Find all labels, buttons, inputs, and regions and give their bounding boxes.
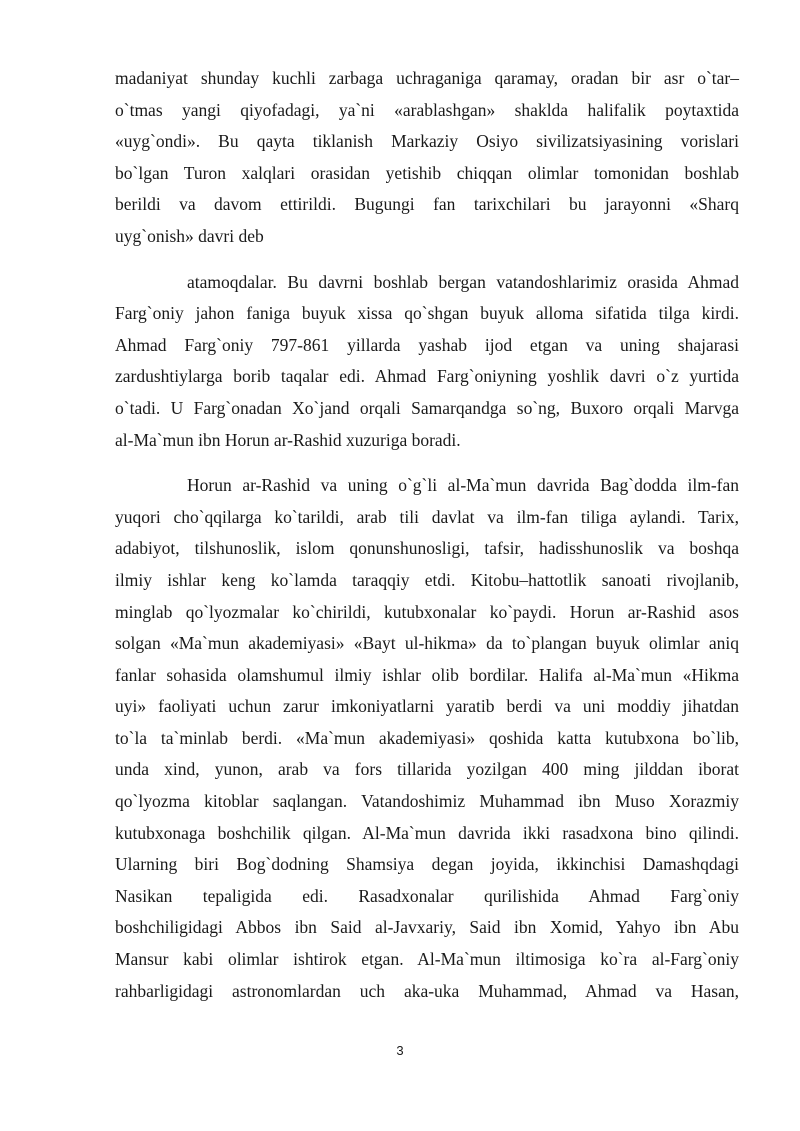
paragraph-gap: [115, 253, 739, 267]
text-line: unda xind, yunon, arab va fors tillarida yozilgan 400 ming jilddan iborat: [115, 759, 739, 780]
text-line: yuqori cho`qqilarga ko`tarildi, arab tili davlat va ilm-fan tiliga aylandi. Tarix,: [115, 506, 739, 527]
text-line: Farg`oniy jahon faniga buyuk xissa qo`shgan buyuk alloma sifatida tilga kirdi.: [115, 303, 739, 324]
text-line: kutubxonaga boshchilik qilgan. Al-Ma`mun davrida ikki rasadxona bino qilindi.: [115, 822, 739, 843]
paragraph-2: [115, 267, 739, 457]
text-line: rahbarligidagi astronomlardan uch aka-uka Muhammad, Ahmad va Hasan,: [115, 980, 739, 1001]
text-line: fanlar sohasida olamshumul ilmiy ishlar olib bordilar. Halifa al-Ma`mun «Hikma: [115, 664, 739, 685]
text-line: qo`lyozma kitoblar saqlangan. Vatandoshimiz Muhammad ibn Muso Xorazmiy: [115, 791, 739, 812]
text-line: madaniyat shunday kuchli zarbaga uchraganiga qaramay, oradan bir asr o`tar–: [115, 68, 739, 88]
text-line: ilmiy ishlar keng ko`lamda taraqqiy etdi. Kitobu–hattotlik sanoati rivojlanib,: [115, 569, 739, 590]
paragraph-gap: [115, 456, 739, 470]
text-line: bo`lgan Turon xalqlari orasidan yetishib chiqqan olimlar tomonidan boshlab: [115, 162, 739, 183]
text-line: Ahmad Farg`oniy 797-861 yillarda yashab ijod etgan va uning shajarasi: [115, 334, 739, 355]
text-line: zardushtiylarga borib taqalar edi. Ahmad Farg`oniyning yoshlik davri o`z yurtida: [115, 366, 739, 387]
text-line: o`tadi. U Farg`onadan Xo`jand orqali Samarqandga so`ng, Buxoro orqali Marvga: [115, 397, 739, 418]
page-number: 3: [396, 1043, 404, 1058]
text-line: uyi» faoliyati uchun zarur imkoniyatlarni yaratib berdi va uni moddiy jihatdan: [115, 696, 739, 717]
text-line: uyg`onish» davri deb: [115, 225, 264, 246]
text-line: Ularning biri Bog`dodning Shamsiya degan joyida, ikkinchisi Damashqdagi: [115, 854, 739, 875]
text-line: minglab qo`lyozmalar ko`chirildi, kutubxonalar ko`paydi. Horun ar-Rashid asos: [115, 601, 739, 622]
paragraph-3: [115, 470, 739, 1007]
text-line: to`la ta`minlab berdi. «Ma`mun akademiyasi» qoshida katta kutubxona bo`lib,: [115, 727, 739, 748]
body-text: [115, 63, 739, 1007]
text-line: boshchiligidagi Abbos ibn Said al-Javxariy, Said ibn Xomid, Yahyo ibn Abu: [115, 917, 739, 938]
paragraph-1: [115, 63, 739, 253]
text-line: Mansur kabi olimlar ishtirok etgan. Al-Ma`mun iltimosiga ko`ra al-Farg`oniy: [115, 949, 739, 970]
text-line: solgan «Ma`mun akademiyasi» «Bayt ul-hikma» da to`plangan buyuk olimlar aniq: [115, 633, 739, 654]
text-line: atamoqdalar. Bu davrni boshlab bergan vatandoshlarimiz orasida Ahmad: [187, 271, 739, 292]
text-line: Nasikan tepaligida edi. Rasadxonalar qurilishida Ahmad Farg`oniy: [115, 885, 739, 906]
text-line: adabiyot, tilshunoslik, islom qonunshunosligi, tafsir, hadisshunoslik va boshqa: [115, 538, 739, 559]
text-line: Horun ar-Rashid va uning o`g`li al-Ma`mun davrida Bag`dodda ilm-fan: [187, 475, 739, 496]
text-line: berildi va davom ettirildi. Bugungi fan tarixchilari bu jarayonni «Sharq: [115, 194, 739, 215]
text-line: «uyg`ondi». Bu qayta tiklanish Markaziy Osiyo sivilizatsiyasining vorislari: [115, 131, 739, 152]
text-line: o`tmas yangi qiyofadagi, ya`ni «arablashgan» shaklda halifalik poytaxtida: [115, 99, 739, 120]
text-line: al-Ma`mun ibn Horun ar-Rashid xuzuriga boradi.: [115, 429, 461, 450]
